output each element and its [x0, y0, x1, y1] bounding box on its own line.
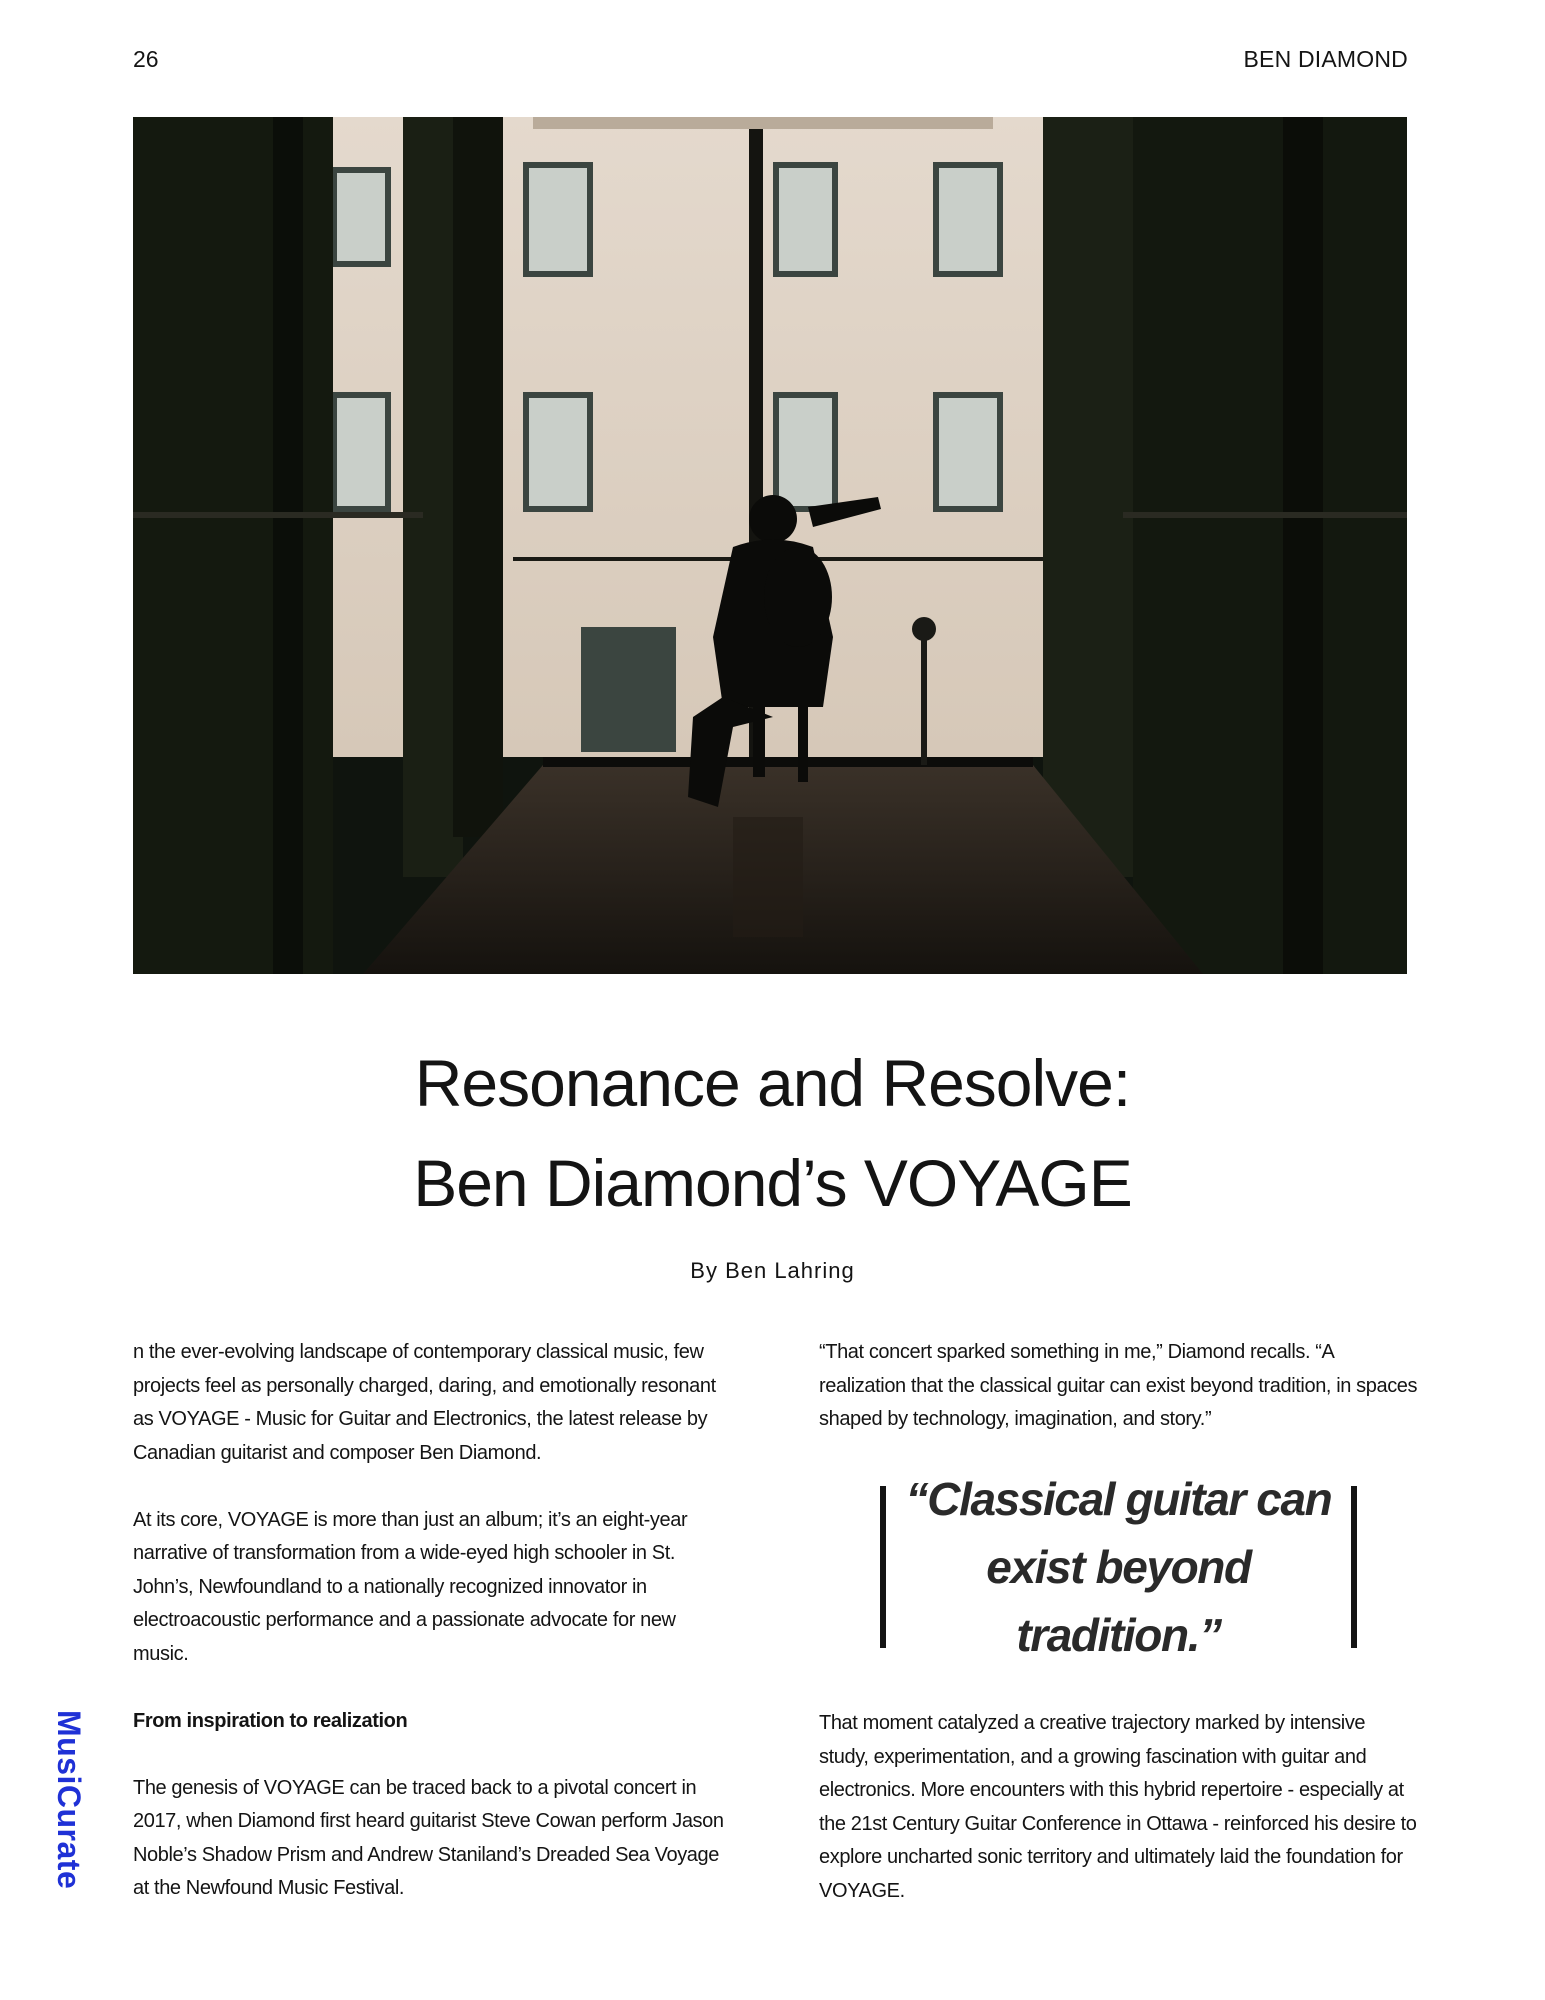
article-title — [0, 1033, 1545, 1233]
paragraph: “That concert sparked something in me,” Diamond recalls. “A realization that the classical guitar can exist beyond tradition, in spaces shaped by technology, imagination, and story.” — [819, 1341, 1418, 1430]
pull-quote — [880, 1473, 1357, 1661]
section-subhead: From inspiration to realization — [133, 1709, 408, 1732]
paragraph: At its core, VOYAGE is more than just an album; it’s an eight-year narrative of transformation from a wide-eyed high schooler in St. John’s, Newfoundland to a nationally recognized innovator in electroacoustic performance and a passionate advocate for new music. — [133, 1508, 688, 1665]
running-head: BEN DIAMOND — [1243, 46, 1408, 72]
paragraph: n the ever-evolving landscape of contemporary classical music, few projects feel as personally charged, daring, and emotionally resonant as VOYAGE - Music for Guitar and Electronics, the latest release by Canadian guitarist and composer Ben Diamond. — [133, 1341, 716, 1464]
right-column — [819, 1336, 1419, 1470]
brand-name: MusiCurate — [51, 1710, 87, 1890]
pull-quote-line-1: “Classical guitar can — [905, 1473, 1332, 1525]
paragraph: That moment catalyzed a creative trajectory marked by intensive study, experimentation, and a growing fascination with guitar and electronics. More encounters with this hybrid repertoire - especially at the 21st Century Guitar Conference in Ottawa - reinforced his desire to explore uncharted sonic territory and ultimately laid the foundation for VOYAGE. — [819, 1712, 1417, 1902]
page-number: 26 — [133, 46, 159, 72]
paragraph: The genesis of VOYAGE can be traced back to a pivotal concert in 2017, when Diamond first heard guitarist Steve Cowan perform Jason Noble’s Shadow Prism and Andrew Staniland’s Dreaded Sea Voyage at the Newfound Music Festival. — [133, 1776, 724, 1899]
right-column-lower — [819, 1707, 1419, 1908]
title-line-2: Ben Diamond’s VOYAGE — [413, 1146, 1132, 1220]
brand-logo — [50, 1710, 90, 1905]
left-column — [133, 1336, 733, 1939]
title-line-1: Resonance and Resolve: — [414, 1046, 1131, 1120]
guitarist-silhouette-photo — [133, 117, 1407, 974]
pull-quote-line-2: exist beyond tradition.” — [986, 1541, 1251, 1661]
byline: By Ben Lahring — [690, 1258, 855, 1283]
